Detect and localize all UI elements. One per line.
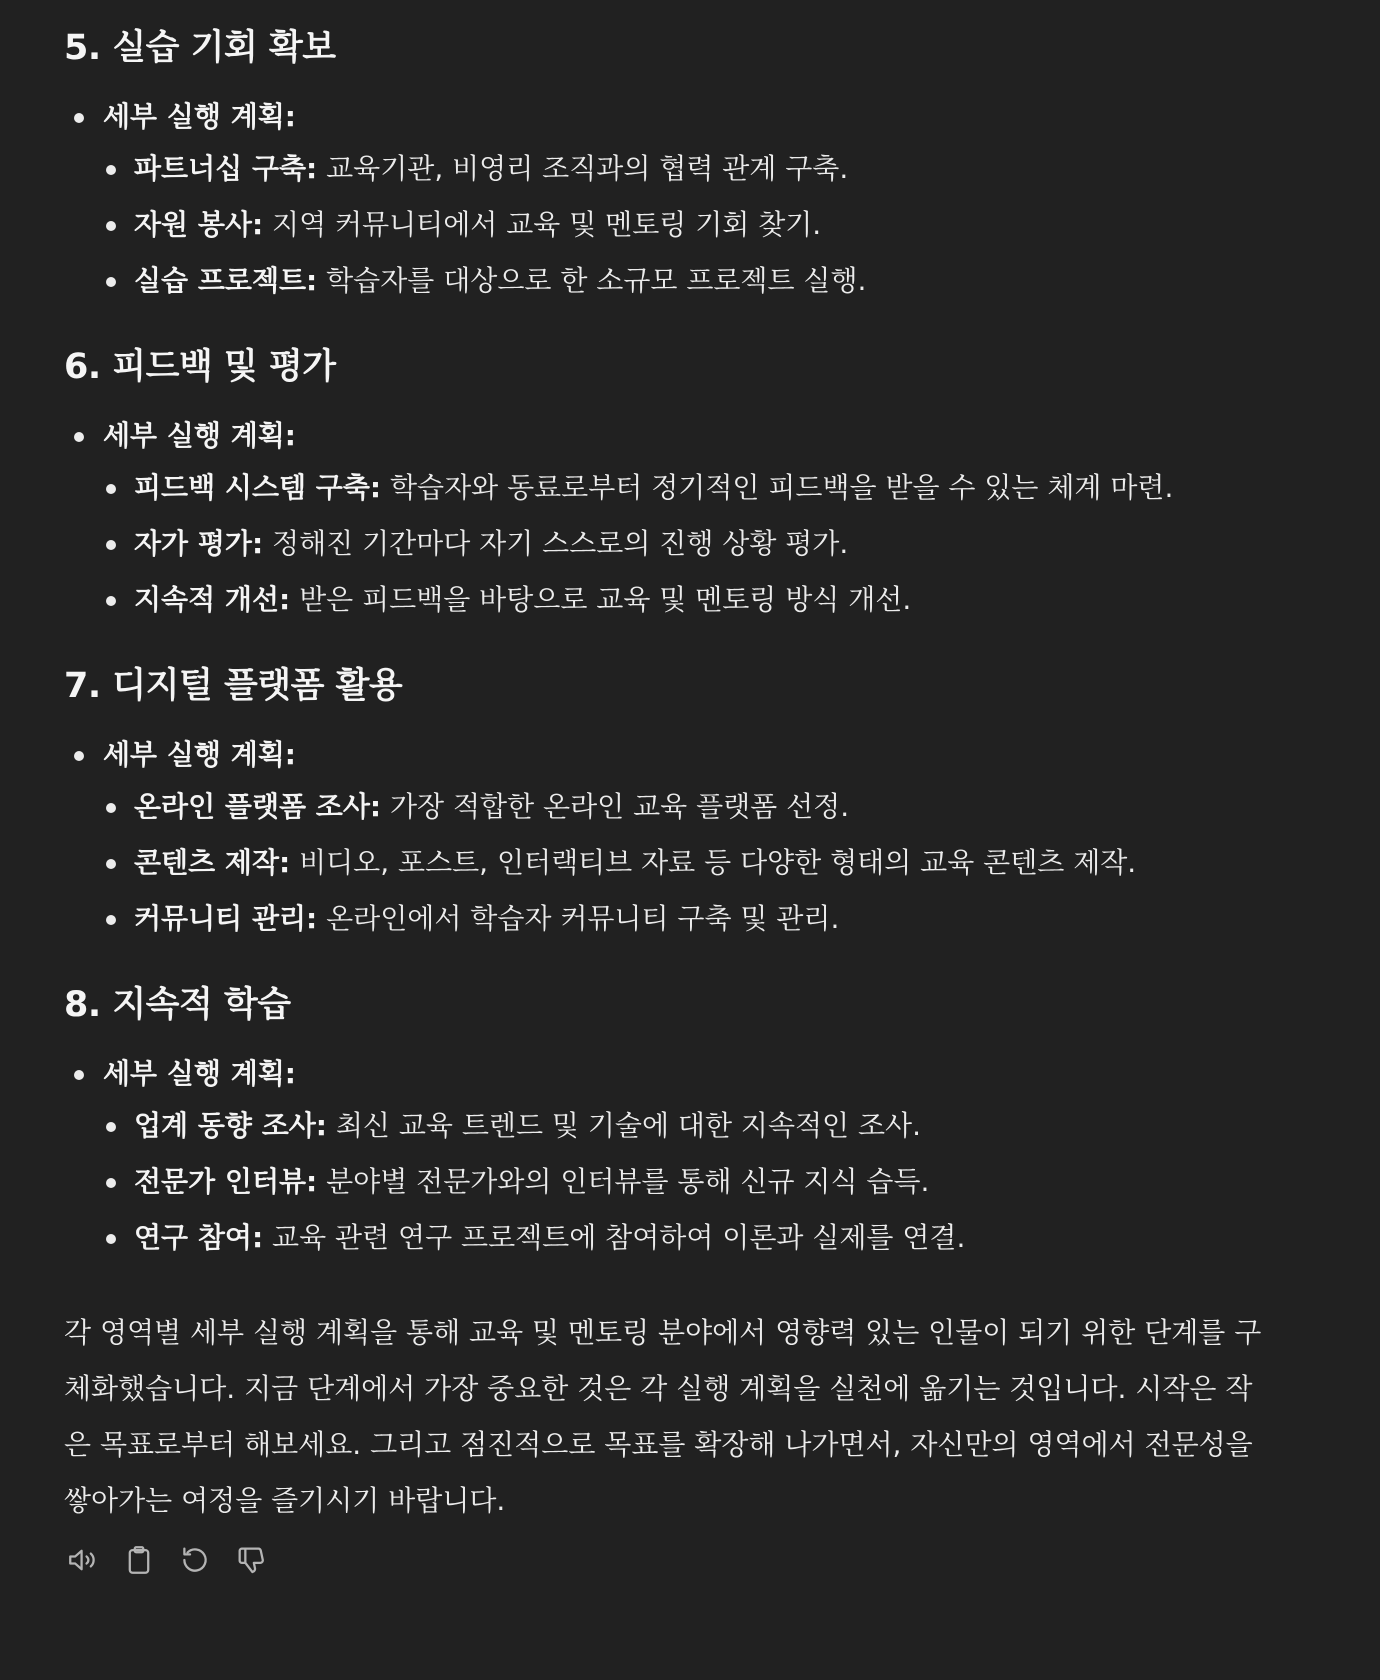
list-item bbox=[64, 417, 1264, 619]
bullet-dot bbox=[74, 113, 84, 123]
list-item bbox=[64, 736, 1264, 938]
sub-list-item bbox=[64, 1219, 1264, 1257]
sub-list-item bbox=[64, 150, 1264, 188]
item-term: 전문가 인터뷰: bbox=[134, 1165, 318, 1198]
section bbox=[64, 342, 1264, 619]
bullet-list bbox=[64, 1055, 1264, 1257]
item-desc: 정해진 기간마다 자기 스스로의 진행 상황 평가. bbox=[263, 527, 849, 560]
item-term: 지속적 개선: bbox=[134, 583, 291, 616]
item-desc: 교육 관련 연구 프로젝트에 참여하여 이론과 실제를 연결. bbox=[263, 1221, 966, 1254]
item-term: 자가 평가: bbox=[134, 527, 264, 560]
item-term: 실습 프로젝트: bbox=[134, 264, 318, 297]
item-term: 연구 참여: bbox=[134, 1221, 264, 1254]
item-desc: 비디오, 포스트, 인터랙티브 자료 등 다양한 형태의 교육 콘텐츠 제작. bbox=[290, 846, 1137, 879]
group-label: 세부 실행 계획: bbox=[103, 419, 296, 452]
item-term: 피드백 시스템 구축: bbox=[134, 471, 382, 504]
group-label: 세부 실행 계획: bbox=[103, 738, 296, 771]
bullet-dot bbox=[106, 1234, 116, 1244]
read-aloud-button[interactable] bbox=[64, 1541, 102, 1579]
bullet-dot bbox=[106, 1178, 116, 1188]
list-item bbox=[64, 98, 1264, 300]
bullet-dot bbox=[106, 221, 116, 231]
bullet-dot bbox=[74, 1070, 84, 1080]
bullet-list bbox=[64, 417, 1264, 619]
item-term: 파트너십 구축: bbox=[134, 152, 318, 185]
sub-bullet-list bbox=[103, 788, 1264, 938]
sub-list-item bbox=[64, 206, 1264, 244]
bullet-dot bbox=[106, 277, 116, 287]
item-desc: 받은 피드백을 바탕으로 교육 및 멘토링 방식 개선. bbox=[290, 583, 912, 616]
list-item bbox=[64, 1055, 1264, 1257]
item-term: 업계 동향 조사: bbox=[134, 1109, 327, 1142]
bullet-dot bbox=[106, 165, 116, 175]
item-desc: 지역 커뮤니티에서 교육 및 멘토링 기회 찾기. bbox=[263, 208, 822, 241]
bullet-dot bbox=[106, 915, 116, 925]
bullet-dot bbox=[106, 1122, 116, 1132]
thumbs-down-icon bbox=[234, 1543, 268, 1577]
sub-bullet-list bbox=[103, 1107, 1264, 1257]
sub-list-item bbox=[64, 1163, 1264, 1201]
regenerate-icon bbox=[178, 1543, 212, 1577]
group-label: 세부 실행 계획: bbox=[103, 100, 296, 133]
sub-list-item bbox=[64, 788, 1264, 826]
section-heading: 7. 디지털 플랫폼 활용 bbox=[64, 666, 403, 706]
bullet-dot bbox=[106, 803, 116, 813]
item-desc: 가장 적합한 온라인 교육 플랫폼 선정. bbox=[381, 790, 850, 823]
item-term: 자원 봉사: bbox=[134, 208, 264, 241]
sub-list-item bbox=[64, 469, 1264, 507]
section-heading: 5. 실습 기회 확보 bbox=[64, 28, 336, 68]
speaker-icon bbox=[66, 1543, 100, 1577]
bullet-list bbox=[64, 736, 1264, 938]
section bbox=[64, 661, 1264, 938]
group-label: 세부 실행 계획: bbox=[103, 1057, 296, 1090]
section bbox=[64, 0, 1264, 300]
bullet-list bbox=[64, 98, 1264, 300]
bullet-dot bbox=[106, 540, 116, 550]
item-desc: 온라인에서 학습자 커뮤니티 구축 및 관리. bbox=[317, 902, 840, 935]
item-desc: 교육기관, 비영리 조직과의 협력 관계 구축. bbox=[317, 152, 849, 185]
section-heading: 8. 지속적 학습 bbox=[64, 985, 291, 1025]
item-term: 커뮤니티 관리: bbox=[134, 902, 318, 935]
sub-list-item bbox=[64, 844, 1264, 882]
item-desc: 학습자와 동료로부터 정기적인 피드백을 받을 수 있는 체계 마련. bbox=[381, 471, 1174, 504]
item-desc: 분야별 전문가와의 인터뷰를 통해 신규 지식 습득. bbox=[317, 1165, 930, 1198]
bad-response-button[interactable] bbox=[232, 1541, 270, 1579]
bullet-dot bbox=[106, 596, 116, 606]
bullet-dot bbox=[106, 859, 116, 869]
regenerate-button[interactable] bbox=[176, 1541, 214, 1579]
section bbox=[64, 980, 1264, 1257]
item-term: 온라인 플랫폼 조사: bbox=[134, 790, 382, 823]
sub-list-item bbox=[64, 525, 1264, 563]
clipboard-icon bbox=[122, 1543, 156, 1577]
bullet-dot bbox=[74, 751, 84, 761]
item-desc: 최신 교육 트렌드 및 기술에 대한 지속적인 조사. bbox=[326, 1109, 922, 1142]
section-heading: 6. 피드백 및 평가 bbox=[64, 347, 336, 387]
bullet-dot bbox=[74, 432, 84, 442]
sub-list-item bbox=[64, 581, 1264, 619]
sub-list-item bbox=[64, 1107, 1264, 1145]
message-actions bbox=[64, 1541, 1264, 1579]
sub-bullet-list bbox=[103, 469, 1264, 619]
sub-bullet-list bbox=[103, 150, 1264, 300]
copy-button[interactable] bbox=[120, 1541, 158, 1579]
sub-list-item bbox=[64, 900, 1264, 938]
closing-paragraph: 각 영역별 세부 실행 계획을 통해 교육 및 멘토링 분야에서 영향력 있는 인물이 되기 위한 단계를 구체화했습니다. 지금 단계에서 가장 중요한 것은 각 실행 계획을 실천에 옮기는 것입니다. 시작은 작은 목표로부터 해보세요. 그리고 점진적으로 목표를 확장해 나가면서, 자신만의 영역에서 전문성을 쌓아가는 여정을 즐기시기 바랍니다. bbox=[64, 1316, 1262, 1517]
item-desc: 학습자를 대상으로 한 소규모 프로젝트 실행. bbox=[317, 264, 867, 297]
item-term: 콘텐츠 제작: bbox=[134, 846, 291, 879]
sub-list-item bbox=[64, 262, 1264, 300]
bullet-dot bbox=[106, 484, 116, 494]
